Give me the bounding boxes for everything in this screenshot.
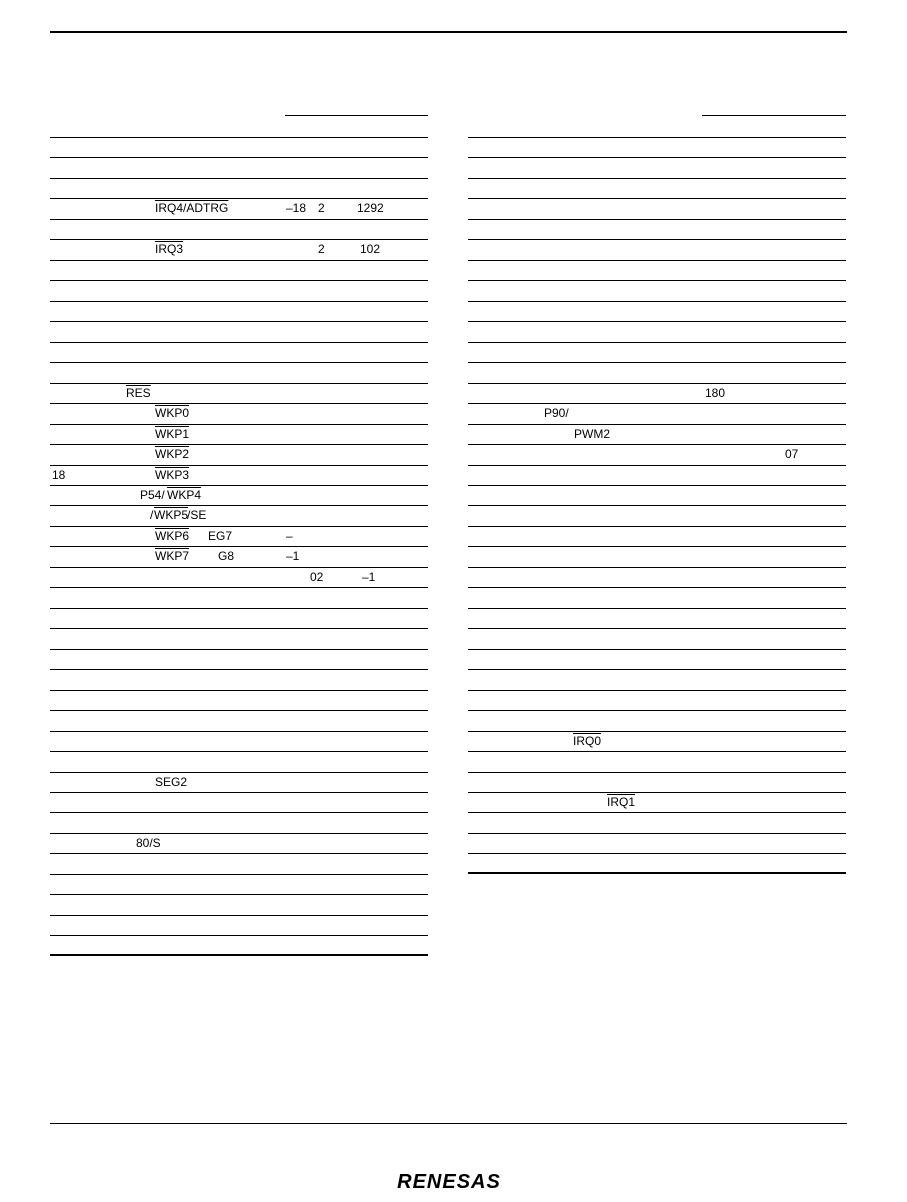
table-cell: 2 xyxy=(318,201,325,216)
table-row xyxy=(468,649,846,669)
table-row xyxy=(50,833,428,853)
table-row xyxy=(50,751,428,771)
table-row xyxy=(50,772,428,792)
table-cell: WKP0 xyxy=(155,406,190,421)
table-row xyxy=(468,137,846,157)
table-row xyxy=(50,935,428,955)
top-rule xyxy=(50,31,847,33)
table-cell: –18 xyxy=(286,201,307,216)
left-pin-table xyxy=(50,137,428,956)
table-cell: $\overline{RES}$ xyxy=(126,385,151,400)
table-row xyxy=(50,239,428,259)
right-pin-table xyxy=(468,137,846,874)
table-cell: WKP3 xyxy=(155,467,190,482)
table-cell: 1292 xyxy=(357,201,384,216)
table-cell: / xyxy=(150,508,154,523)
table-row xyxy=(50,874,428,894)
table-cell: IRQ0 xyxy=(573,733,602,748)
table-row xyxy=(50,342,428,362)
table-row xyxy=(468,690,846,710)
table-row xyxy=(468,485,846,505)
table-row xyxy=(50,546,428,566)
renesas-logo xyxy=(374,1170,524,1192)
table-row xyxy=(50,465,428,485)
table-row xyxy=(50,178,428,198)
table-row xyxy=(468,505,846,525)
table-row xyxy=(50,690,428,710)
table-row xyxy=(468,608,846,628)
table-row xyxy=(50,628,428,648)
left-table-header-rule xyxy=(285,115,428,116)
table-row xyxy=(468,792,846,812)
table-row xyxy=(50,403,428,423)
table-cell: – xyxy=(286,528,293,543)
table-row xyxy=(50,567,428,587)
table-row xyxy=(468,342,846,362)
table-row xyxy=(468,444,846,464)
table-row xyxy=(50,362,428,382)
table-row xyxy=(50,526,428,546)
table-row xyxy=(468,751,846,771)
table-cell: WKP1 xyxy=(155,426,190,441)
table-row xyxy=(50,894,428,914)
table-row xyxy=(50,485,428,505)
table-cell: WKP6 xyxy=(155,528,190,543)
table-cell: WKP4 xyxy=(167,487,202,502)
table-cell: –1 xyxy=(362,569,376,584)
table-row xyxy=(468,833,846,853)
table-cell: 180 xyxy=(705,385,726,400)
table-row xyxy=(50,383,428,403)
table-cell: 02 xyxy=(310,569,324,584)
bottom-rule xyxy=(50,1123,847,1124)
table-row xyxy=(468,772,846,792)
table-row xyxy=(50,444,428,464)
table-cell: 07 xyxy=(785,447,799,462)
table-cell: WKP7 xyxy=(155,549,190,564)
table-row xyxy=(468,178,846,198)
right-table-header-rule xyxy=(702,115,846,116)
table-row xyxy=(50,157,428,177)
table-cell: G8 xyxy=(218,549,235,564)
table-row xyxy=(50,710,428,730)
table-row xyxy=(50,301,428,321)
table-cell: IRQ1 xyxy=(607,795,636,809)
table-cell: 80/S xyxy=(136,835,161,850)
table-row xyxy=(468,219,846,239)
table-cell: P90/ xyxy=(544,406,569,421)
table-cell: /SE xyxy=(187,508,207,523)
table-cell: 2 xyxy=(318,242,325,257)
table-row xyxy=(50,219,428,239)
table-row xyxy=(50,853,428,873)
table-row xyxy=(468,424,846,444)
table-cell: –1 xyxy=(286,549,300,564)
table-row xyxy=(468,526,846,546)
table-row xyxy=(50,608,428,628)
table-row xyxy=(468,731,846,751)
renesas-logo-text: RENESAS xyxy=(397,1171,501,1192)
table-row xyxy=(468,587,846,607)
table-row xyxy=(468,628,846,648)
table-row xyxy=(468,546,846,566)
table-row xyxy=(468,260,846,280)
table-row xyxy=(50,260,428,280)
table-row xyxy=(50,280,428,300)
table-cell: WKP5 xyxy=(154,508,189,523)
table-cell: 102 xyxy=(360,242,381,257)
table-row xyxy=(50,505,428,525)
table-row xyxy=(468,239,846,259)
table-row xyxy=(50,137,428,157)
table-row xyxy=(468,853,846,873)
table-cell: EG7 xyxy=(208,528,233,543)
table-row xyxy=(468,567,846,587)
table-row xyxy=(468,710,846,730)
table-row xyxy=(50,587,428,607)
table-row xyxy=(468,383,846,403)
table-row xyxy=(468,280,846,300)
table-row xyxy=(468,301,846,321)
table-row xyxy=(468,157,846,177)
table-cell: WKP2 xyxy=(155,447,190,462)
table-row xyxy=(50,731,428,751)
table-row xyxy=(468,321,846,341)
table-cell: IRQ3 xyxy=(155,242,184,257)
table-row xyxy=(50,915,428,935)
table-cell: PWM2 xyxy=(574,426,610,441)
table-cell: IRQ4/ADTRG xyxy=(155,201,229,216)
table-row xyxy=(50,321,428,341)
table-row xyxy=(468,465,846,485)
table-row xyxy=(468,198,846,218)
table-row xyxy=(50,649,428,669)
table-row xyxy=(468,812,846,832)
table-cell: P54/ xyxy=(140,487,165,502)
table-row xyxy=(50,198,428,218)
table-row xyxy=(50,669,428,689)
table-row xyxy=(468,403,846,423)
table-row xyxy=(468,669,846,689)
table-row xyxy=(50,812,428,832)
table-row xyxy=(468,362,846,382)
table-row xyxy=(50,424,428,444)
table-cell: SEG2 xyxy=(155,774,188,789)
table-cell: 18 xyxy=(52,467,66,482)
table-row xyxy=(50,792,428,812)
